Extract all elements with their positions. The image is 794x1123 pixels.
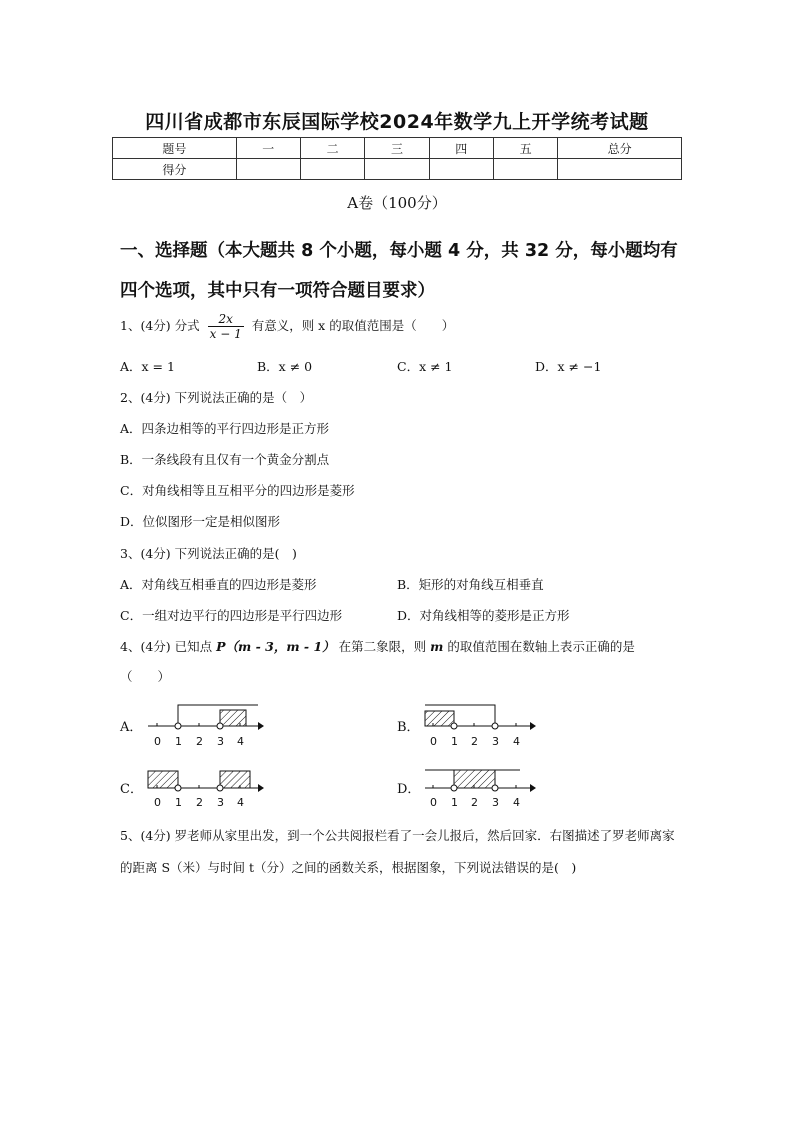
tick-label: 2 — [471, 735, 478, 748]
option-b-label: B． — [397, 720, 420, 735]
option-d: D．位似图形一定是相似图形 — [120, 514, 281, 529]
option-c: C．一组对边平行的四边形是平行四边形 — [120, 608, 343, 623]
tick-label: 1 — [175, 735, 182, 748]
tick-label: 2 — [471, 796, 478, 809]
number-line-d — [425, 770, 536, 809]
tick-label: 3 — [492, 796, 499, 809]
tick-label: 4 — [513, 735, 520, 748]
tick-label: 2 — [196, 735, 203, 748]
option-c: C．x ≠ 1 — [397, 359, 453, 374]
tick-label: 0 — [430, 735, 437, 748]
question-3: 3、(4分) 下列说法正确的是( ) — [120, 546, 297, 561]
question-text: 在第二象限，则 — [338, 639, 427, 654]
tick-label: 4 — [513, 796, 520, 809]
table-cell: 题号 — [113, 138, 237, 159]
option-a: A．对角线互相垂直的四边形是菱形 — [120, 577, 317, 592]
tick-label: 0 — [154, 796, 161, 809]
page-title: 四川省成都市东辰国际学校2024年数学九上开学统考试题 — [145, 111, 649, 133]
number-line-b — [425, 705, 536, 748]
variable: m — [430, 639, 444, 654]
table-cell: 三 — [365, 138, 429, 159]
question-text: 4、(4分) 已知点 — [120, 639, 213, 654]
section-heading: A卷（100分） — [347, 194, 447, 212]
option-d: D．x ≠ −1 — [535, 359, 602, 374]
question-text: 有意义，则 x 的取值范围是（ ） — [251, 318, 455, 333]
option-a: A．x = 1 — [120, 359, 175, 374]
option-b: B．x ≠ 0 — [257, 359, 313, 374]
tick-label: 1 — [451, 735, 458, 748]
table-cell: 四 — [429, 138, 493, 159]
option-a-label: A． — [120, 720, 143, 735]
table-cell: 得分 — [113, 159, 237, 180]
question-text: 1、(4分) 分式 — [120, 318, 200, 333]
tick-label: 4 — [237, 796, 244, 809]
tick-label: 0 — [154, 735, 161, 748]
table-cell: 二 — [300, 138, 364, 159]
part-heading: 一、选择题（本大题共 8 个小题，每小题 4 分，共 32 分，每小题均有四个选项，其中只有一项符合题目要求） — [120, 241, 678, 301]
point-expression: P（m - 3，m - 1） — [216, 639, 335, 654]
option-a: A．四条边相等的平行四边形是正方形 — [120, 421, 330, 436]
table-cell: 一 — [236, 138, 300, 159]
number-line-a — [148, 705, 264, 748]
tick-label: 3 — [492, 735, 499, 748]
tick-label: 3 — [217, 796, 224, 809]
tick-label: 4 — [237, 735, 244, 748]
option-c: C．对角线相等且互相平分的四边形是菱形 — [120, 483, 355, 498]
option-b: B．矩形的对角线互相垂直 — [397, 577, 544, 592]
tick-label: 2 — [196, 796, 203, 809]
question-5: 5、(4分) 罗老师从家里出发，到一个公共阅报栏看了一会儿报后，然后回家．右图描述了罗老师离家的距离 S（米）与时间 t（分）之间的函数关系，根据图象，下列说法错误的是( ) — [120, 828, 675, 875]
fraction-denominator: x − 1 — [209, 327, 242, 341]
tick-label: 1 — [451, 796, 458, 809]
question-text: 的取值范围在数轴上表示正确的是 — [447, 639, 635, 654]
option-d-label: D． — [397, 782, 421, 797]
number-line-c — [148, 771, 264, 809]
tick-label: 3 — [217, 735, 224, 748]
fraction-numerator: 2x — [208, 312, 244, 327]
question-2: 2、(4分) 下列说法正确的是（ ） — [120, 390, 313, 405]
option-c-label: C． — [120, 782, 143, 797]
tick-label: 0 — [430, 796, 437, 809]
option-d: D．对角线相等的菱形是正方形 — [397, 608, 570, 623]
table-cell: 五 — [493, 138, 557, 159]
table-cell: 总分 — [558, 138, 682, 159]
option-b: B．一条线段有且仅有一个黄金分割点 — [120, 452, 330, 467]
tick-label: 1 — [175, 796, 182, 809]
question-4-paren: （ ） — [120, 669, 171, 684]
